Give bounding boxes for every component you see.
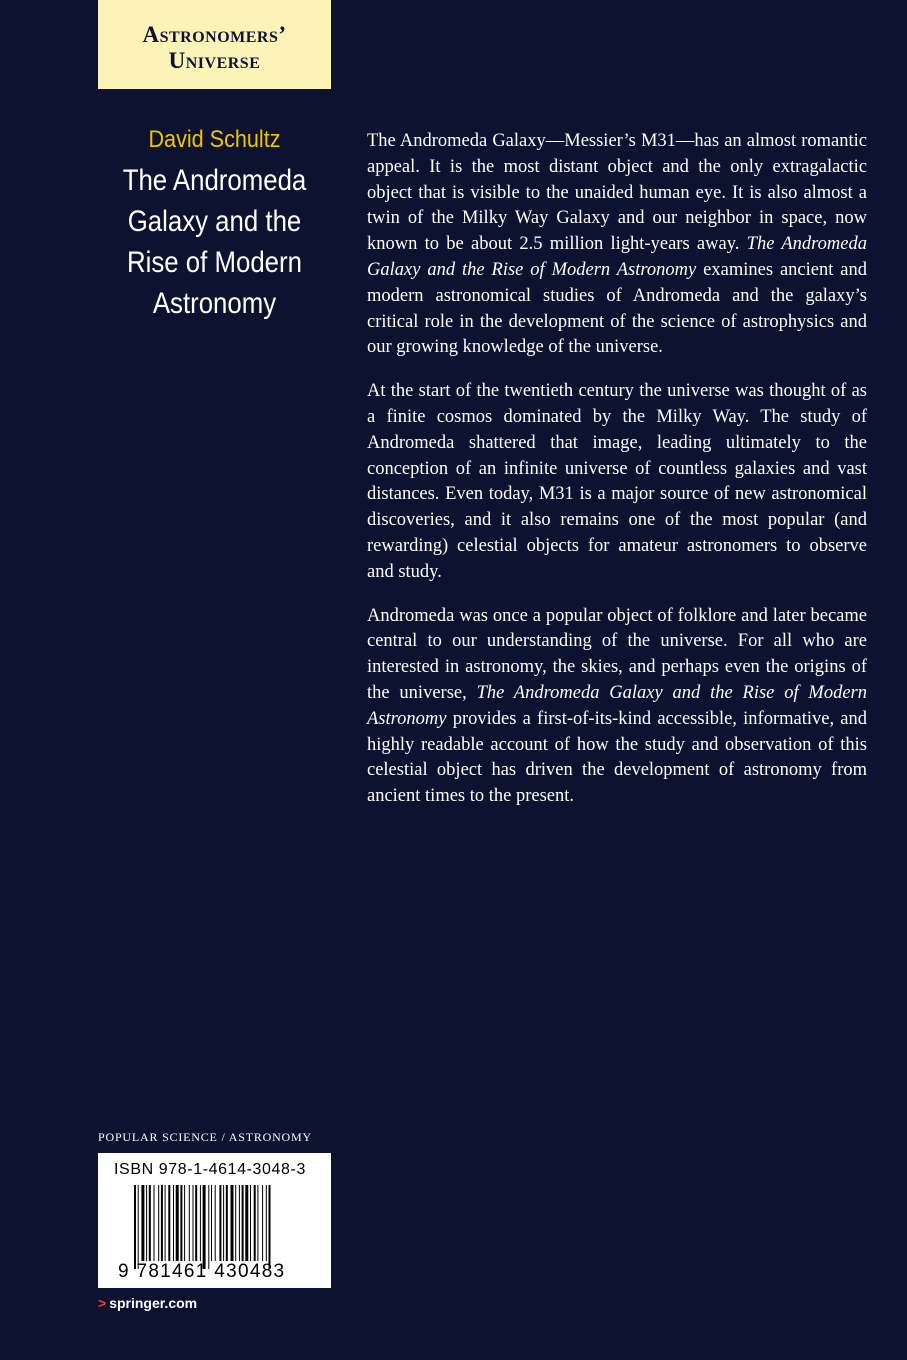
barcode-bar (149, 1185, 151, 1261)
barcode-bar (219, 1185, 221, 1261)
barcode-bar (239, 1185, 240, 1261)
barcode-bar (215, 1185, 216, 1261)
barcode-bar (168, 1185, 170, 1261)
description-paragraph-3 (367, 604, 867, 810)
barcode-bar (200, 1185, 201, 1261)
paragraph-text: examines ancient and modern astronomical studies of Andromeda and the galaxy’s critical role in the development of the science of astrophysics and our growing knowledge of the universe. (367, 259, 867, 358)
barcode-bar (245, 1185, 248, 1261)
barcode-bar (211, 1185, 212, 1261)
arrow-right-icon: > (98, 1295, 107, 1311)
barcode-bar (254, 1185, 256, 1261)
barcode-bar (161, 1185, 163, 1261)
barcode-bar (226, 1185, 228, 1261)
barcode-bar (250, 1185, 251, 1261)
paragraph-text: The Andromeda Galaxy—Messier’s M31—has an almost romantic appeal. It is the most distant object and the only extragalactic object that is visible to the unaided human eye. It is also almost a twin of the Milky Way Galaxy and our neighbor in space, now known to be about 2.5 million light-years away. (367, 131, 867, 255)
barcode-digits: 9 781461 430483 (118, 1261, 286, 1282)
website-url[interactable]: springer.com (109, 1295, 198, 1311)
barcode-bar (231, 1185, 234, 1261)
paragraph-text: Andromeda was once a popular object of folklore and later became central to our understanding of the universe. For all who are interested in astronomy, the skies, and perhaps even the origins of the universe, (367, 605, 867, 703)
barcode-bar (208, 1185, 209, 1269)
barcode-bar (165, 1185, 166, 1261)
series-name-line-2: Universe (168, 47, 261, 73)
barcode-bar (173, 1185, 174, 1261)
description-paragraph-1 (367, 129, 867, 361)
barcode-bar (269, 1185, 271, 1269)
paragraph-text: provides a first-of-its-kind accessible, informative, and highly readable account of how the study and observation of this celestial object has driven the development of astronomy from ancient times to the present. (367, 708, 867, 807)
isbn-label: ISBN 978-1-4614-3048-3 (114, 1161, 306, 1178)
isbn-barcode (98, 1153, 331, 1288)
title-line: Rise of Modern (127, 246, 302, 279)
description-paragraph-2: At the start of the twentieth century the universe was thought of as a finite cosmos dominated by the Milky Way. The study of Andromeda shattered that image, leading ultimately to the conception of an infinite universe of countless galaxies and vast distances. Even today, M31 is a major source of new astronomical discoveries, and it also remains one of the most popular (and rewarding) celestial objects for amateur astronomers to observe and study. (367, 381, 867, 582)
barcode-bar (189, 1185, 190, 1261)
italic-title-reference: The Andromeda Galaxy and the Rise of Modern Astronomy (367, 682, 867, 729)
barcode-bar (193, 1185, 194, 1261)
italic-title-reference: The Andromeda Galaxy and the Rise of Modern Astronomy (367, 234, 867, 280)
barcode-bar (257, 1185, 258, 1261)
barcode-bar (146, 1185, 147, 1261)
barcode-bar (195, 1185, 197, 1261)
title-line: The Andromeda (122, 164, 307, 197)
barcode-bar (262, 1185, 263, 1261)
barcode-bar (203, 1185, 206, 1269)
author-name: David Schultz (148, 126, 281, 153)
series-name-line-1: Astronomers’ (142, 21, 287, 47)
title-line: Astronomy (152, 287, 277, 320)
barcode-bar (158, 1185, 159, 1261)
barcode-bar (154, 1185, 155, 1261)
book-description (367, 129, 867, 828)
barcode-bar (266, 1185, 267, 1261)
subject-category: POPULAR SCIENCE / ASTRONOMY (98, 1130, 312, 1144)
barcode-bar (141, 1185, 144, 1261)
title-line: Galaxy and the (127, 205, 302, 238)
barcode-bar (235, 1185, 236, 1261)
barcode-bar (134, 1185, 136, 1269)
publisher-website[interactable] (98, 1295, 197, 1311)
barcode-bar (138, 1185, 139, 1269)
barcode-bars (134, 1185, 304, 1269)
barcode-bar (242, 1185, 244, 1261)
barcode-bar (176, 1185, 179, 1261)
barcode-bar (223, 1185, 224, 1261)
book-title (114, 160, 314, 324)
series-banner (98, 0, 331, 89)
barcode-bar (180, 1185, 182, 1261)
barcode-bar (184, 1185, 185, 1261)
